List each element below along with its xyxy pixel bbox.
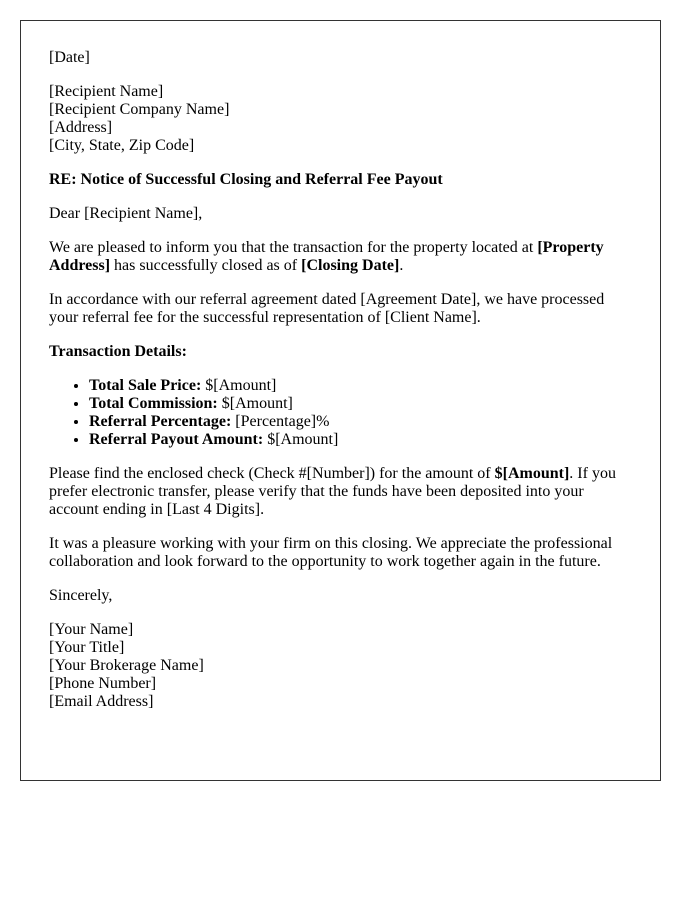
letter <box>20 20 661 781</box>
sender-email: [Email Address] <box>49 693 154 710</box>
sender-brokerage: [Your Brokerage Name] <box>49 657 204 674</box>
recipient-address: [Address] <box>49 119 113 136</box>
recipient-company: [Recipient Company Name] <box>49 101 230 118</box>
para1-text2: has successfully closed as of <box>110 257 302 274</box>
detail-value: $[Amount] <box>201 377 277 394</box>
detail-label: Referral Percentage: <box>89 413 232 430</box>
signature-block <box>49 621 632 711</box>
recipient-name: [Recipient Name] <box>49 83 164 100</box>
paragraph-appreciation: It was a pleasure working with your firm on this closing. We appreciate the professional collaboration and look forward to the opportunity to work together again in the future. <box>49 535 613 570</box>
sender-title: [Your Title] <box>49 639 125 656</box>
closing-date: [Closing Date] <box>301 257 400 274</box>
detail-value: $[Amount] <box>263 431 339 448</box>
para3-text1: Please find the enclosed check (Check #[Number]) for the amount of <box>49 465 495 482</box>
transaction-details-list <box>49 377 632 449</box>
property-address: [Property Address] <box>49 239 604 274</box>
detail-label: Total Commission: <box>89 395 218 412</box>
sender-phone: [Phone Number] <box>49 675 157 692</box>
subject-line <box>49 171 632 189</box>
paragraph-referral-agreement: In accordance with our referral agreement dated [Agreement Date], we have processed your referral fee for the successful representation of [Client Name]. <box>49 291 605 326</box>
detail-item-payout-amount <box>89 431 632 449</box>
paragraph-enclosed-check <box>49 465 632 519</box>
detail-label: Total Sale Price: <box>89 377 202 394</box>
complimentary-closing: Sincerely, <box>49 587 113 604</box>
detail-value: [Percentage]% <box>231 413 330 430</box>
check-amount: $[Amount] <box>494 465 570 482</box>
detail-item-commission <box>89 395 632 413</box>
sender-name: [Your Name] <box>49 621 134 638</box>
para1-text1: We are pleased to inform you that the transaction for the property located at <box>49 239 538 256</box>
paragraph-closing-notice <box>49 239 632 275</box>
para3-text2: . If you prefer electronic transfer, please verify that the funds have been deposited into your account ending in [Last 4 Digits]. <box>49 465 616 518</box>
details-heading-text: Transaction Details: <box>49 343 187 360</box>
subject-text: RE: Notice of Successful Closing and Referral Fee Payout <box>49 171 443 188</box>
recipient-city-state-zip: [City, State, Zip Code] <box>49 137 195 154</box>
detail-item-referral-percentage <box>89 413 632 431</box>
para1-text3: . <box>399 257 404 274</box>
letter-date: [Date] <box>49 49 90 66</box>
details-heading <box>49 343 632 361</box>
detail-item-sale-price <box>89 377 632 395</box>
detail-label: Referral Payout Amount: <box>89 431 264 448</box>
salutation: Dear [Recipient Name], <box>49 205 203 222</box>
recipient-block <box>49 83 632 155</box>
detail-value: $[Amount] <box>217 395 293 412</box>
